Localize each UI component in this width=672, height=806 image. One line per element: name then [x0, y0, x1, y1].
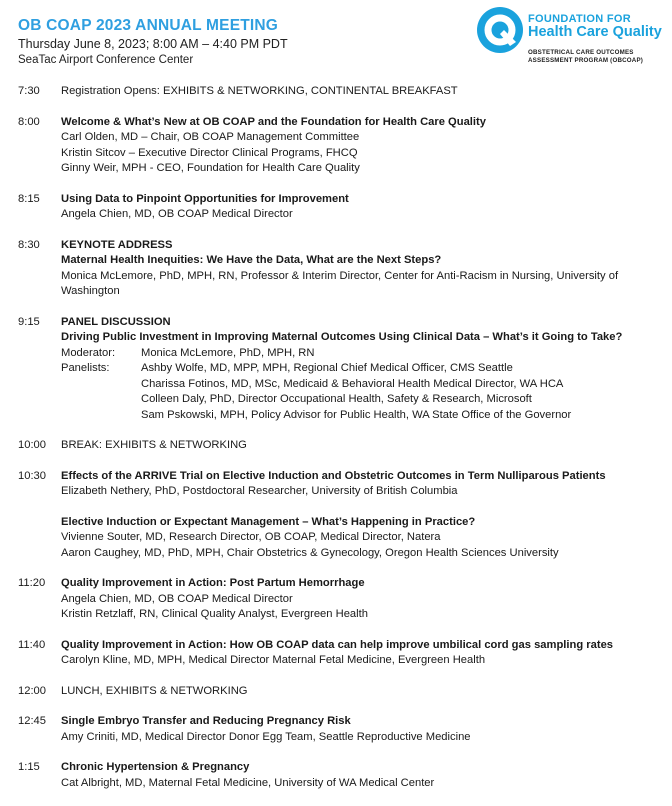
agenda-heading: Quality Improvement in Action: How OB COAP data can help improve umbilical cord gas sampling rates [61, 638, 614, 651]
agenda-time: 12:00 [18, 684, 46, 697]
agenda-heading: Welcome & What’s New at OB COAP and the Foundation for Health Care Quality [61, 115, 486, 128]
panelist-name: Charissa Fotinos, MD, MSc, Medicaid & Behavioral Health Medical Director, WA HCA [141, 377, 564, 390]
agenda-item-0915 [0, 315, 672, 424]
agenda-item-1200 [0, 684, 672, 700]
moderator-name: Monica McLemore, PhD, MPH, RN [141, 346, 315, 359]
meeting-datetime: Thursday June 8, 2023; 8:00 AM – 4:40 PM PDT [18, 37, 288, 51]
meeting-venue: SeaTac Airport Conference Center [18, 54, 194, 66]
agenda-heading: Chronic Hypertension & Pregnancy [61, 761, 250, 773]
agenda-item-1120 [0, 576, 672, 623]
agenda-speaker: Angela Chien, MD, OB COAP Medical Director [61, 592, 293, 605]
foundation-logo [476, 6, 672, 68]
agenda-item-0815 [0, 192, 672, 223]
agenda-heading: KEYNOTE ADDRESS [61, 238, 173, 251]
logo-text-line1: FOUNDATION FOR [528, 13, 631, 25]
agenda-item-0830 [0, 238, 672, 300]
agenda-speaker: Carolyn Kline, MD, MPH, Medical Director Maternal Fetal Medicine, Evergreen Health [61, 654, 486, 666]
moderator-row [61, 346, 651, 362]
logo-text-line2: Health Care Quality [528, 24, 662, 40]
agenda-item-1030 [0, 469, 672, 562]
agenda-speaker: Aaron Caughey, MD, PhD, MPH, Chair Obstetrics & Gynecology, Oregon Health Sciences University [61, 546, 559, 559]
agenda-heading: PANEL DISCUSSION [61, 315, 171, 328]
agenda-speaker: Monica McLemore, PhD, MPH, RN, Professor & Interim Director, Center for Anti-Racism in Nursing, University of Washington [61, 269, 619, 297]
agenda-heading: Quality Improvement in Action: Post Partum Hemorrhage [61, 577, 365, 589]
agenda-item-1140 [0, 638, 672, 669]
panelist-name: Sam Pskowski, MPH, Policy Advisor for Public Health, WA State Office of the Governor [141, 408, 572, 421]
agenda-time: 11:40 [18, 638, 46, 651]
agenda-speaker: Amy Criniti, MD, Medical Director Donor Egg Team, Seattle Reproductive Medicine [61, 730, 471, 743]
agenda-time: 11:20 [18, 577, 46, 589]
agenda-speaker: Ginny Weir, MPH - CEO, Foundation for Health Care Quality [61, 162, 360, 174]
panelist-row [61, 377, 651, 393]
agenda-list [0, 84, 672, 806]
agenda-speaker: Vivienne Souter, MD, Research Director, OB COAP, Medical Director, Natera [61, 531, 441, 543]
agenda-speaker: Elizabeth Nethery, PhD, Postdoctoral Researcher, University of British Columbia [61, 485, 458, 497]
agenda-subheading: Driving Public Investment in Improving Maternal Outcomes Using Clinical Data – What’s it Going to Take? [61, 331, 623, 343]
logo-subtext-line2: ASSESSMENT PROGRAM (OBCOAP) [528, 57, 644, 64]
agenda-speaker: Cat Albright, MD, Maternal Fetal Medicine, University of WA Medical Center [61, 776, 435, 789]
agenda-time: 7:30 [18, 85, 40, 97]
agenda-time: 12:45 [18, 715, 46, 727]
document-header [0, 0, 672, 80]
agenda-title: Registration Opens: EXHIBITS & NETWORKING, CONTINENTAL BREAKFAST [61, 85, 458, 97]
agenda-time: 8:00 [18, 115, 40, 128]
panelist-row [61, 361, 651, 377]
agenda-title: BREAK: EXHIBITS & NETWORKING [61, 439, 247, 451]
moderator-label: Moderator: [61, 346, 116, 359]
agenda-heading: Effects of the ARRIVE Trial on Elective Induction and Obstetric Outcomes in Term Nulliparous Patients [61, 469, 606, 482]
panelist-name: Colleen Daly, PhD, Director Occupational Health, Safety & Research, Microsoft [141, 393, 532, 405]
agenda-time: 10:00 [18, 439, 46, 451]
agenda-heading: Elective Induction or Expectant Management – What’s Happening in Practice? [61, 515, 476, 528]
logo-subtext-line1: OBSTETRICAL CARE OUTCOMES [528, 49, 634, 56]
agenda-time: 10:30 [18, 469, 46, 482]
agenda-heading: Single Embryo Transfer and Reducing Pregnancy Risk [61, 715, 351, 727]
agenda-time: 9:15 [18, 315, 40, 328]
agenda-speaker: Carl Olden, MD – Chair, OB COAP Management Committee [61, 131, 360, 143]
agenda-speaker: Kristin Retzlaff, RN, Clinical Quality Analyst, Evergreen Health [61, 608, 368, 620]
agenda-subheading: Maternal Health Inequities: We Have the Data, What are the Next Steps? [61, 254, 442, 266]
agenda-time: 8:15 [18, 192, 40, 205]
meeting-title: OB COAP 2023 ANNUAL MEETING [18, 17, 279, 34]
agenda-item-0800 [0, 115, 672, 177]
agenda-time: 1:15 [18, 761, 40, 773]
agenda-speaker: Kristin Sitcov – Executive Director Clinical Programs, FHCQ [61, 146, 358, 159]
agenda-title: LUNCH, EXHIBITS & NETWORKING [61, 684, 248, 697]
agenda-item-0730 [0, 84, 672, 100]
panelist-row [61, 408, 651, 424]
agenda-heading: Using Data to Pinpoint Opportunities for Improvement [61, 192, 349, 205]
panelist-name: Ashby Wolfe, MD, MPP, MPH, Regional Chief Medical Officer, CMS Seattle [141, 362, 513, 374]
agenda-item-1000 [0, 438, 672, 454]
panelist-row [61, 392, 651, 408]
agenda-speaker: Angela Chien, MD, OB COAP Medical Director [61, 208, 293, 220]
agenda-time: 8:30 [18, 238, 40, 251]
agenda-item-0115 [0, 760, 672, 791]
agenda-item-1245 [0, 714, 672, 745]
panelists-label: Panelists: [61, 362, 110, 374]
foundation-logo-icon [476, 6, 524, 54]
